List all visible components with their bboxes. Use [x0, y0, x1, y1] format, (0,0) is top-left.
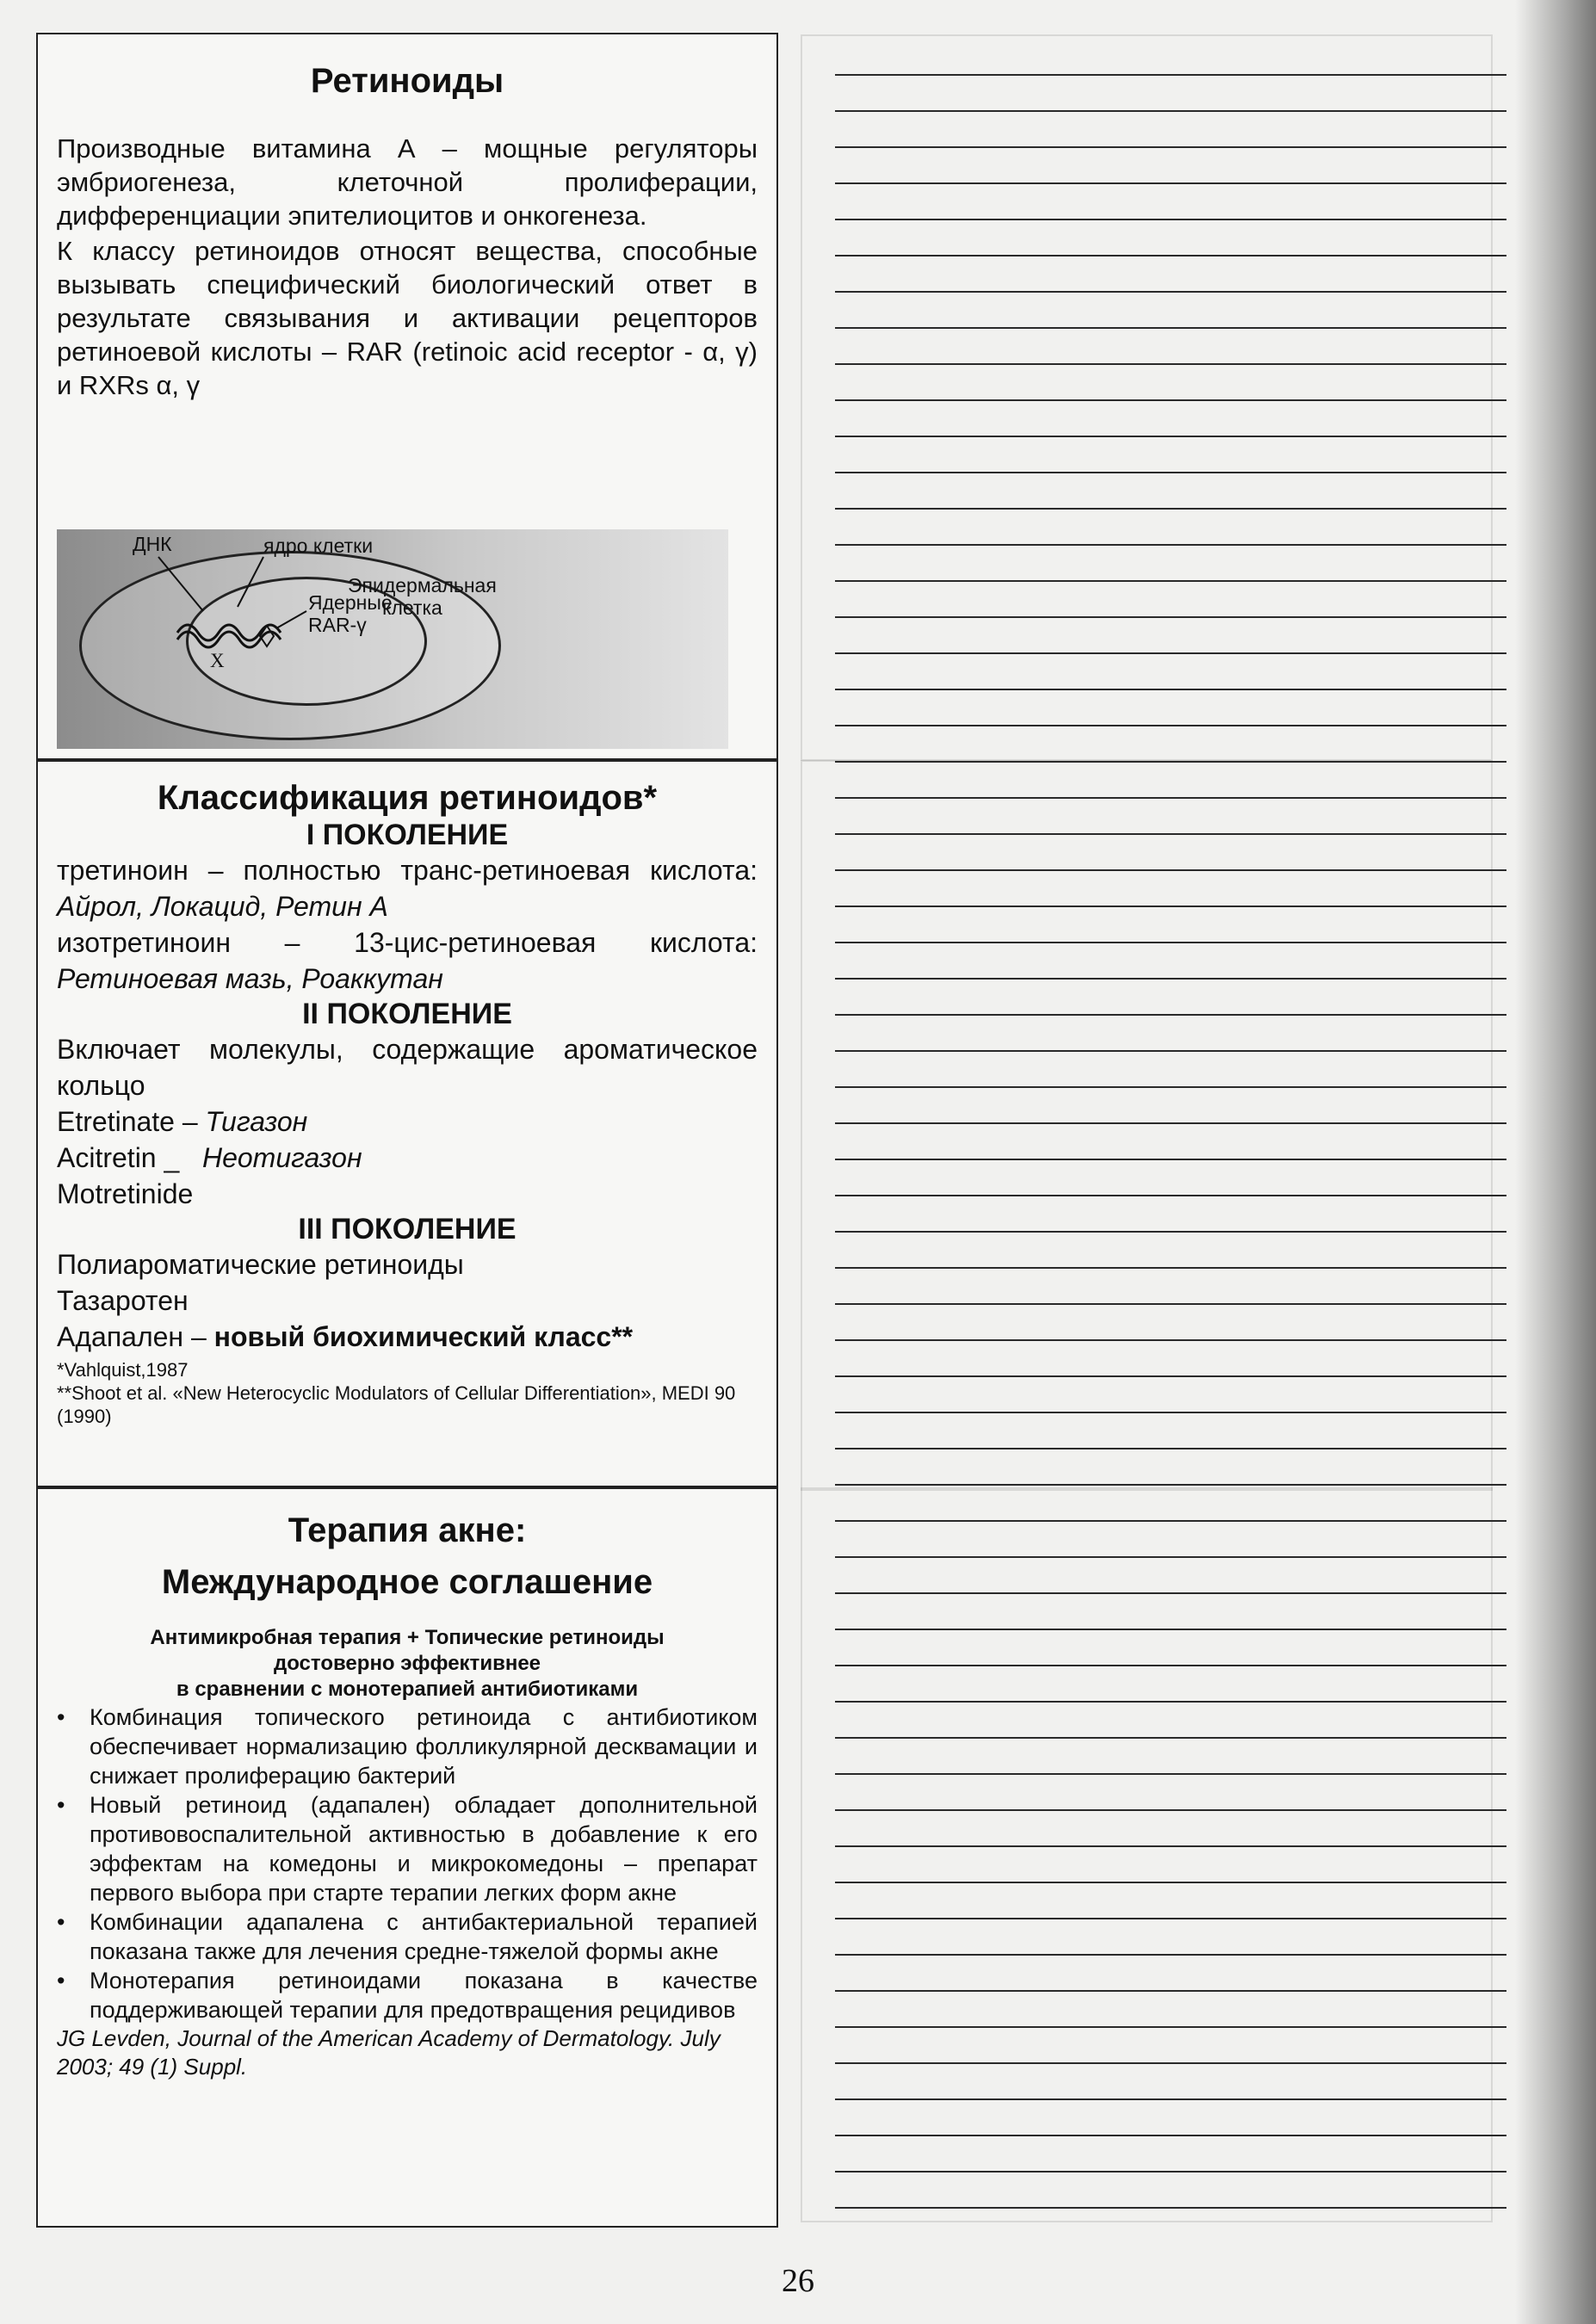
note-line — [835, 1556, 1506, 1558]
slide-therapy-consensus — [36, 1487, 778, 2228]
note-line — [835, 74, 1506, 76]
slide-retinoids — [36, 33, 778, 760]
footnote: *Vahlquist,1987 — [57, 1359, 189, 1381]
bullet-icon: • — [57, 1968, 65, 1993]
drug-item: Тазаротен — [57, 1285, 189, 1316]
note-line — [835, 652, 1506, 654]
citation: JG Levden, Journal of the American Academy of Dermatology. July 2003; 49 (1) Suppl. — [57, 2025, 721, 2080]
note-line — [835, 399, 1506, 401]
note-line — [835, 146, 1506, 148]
note-line — [835, 1231, 1506, 1233]
drug-item: Адапален – новый биохимический класс** — [57, 1321, 634, 1352]
note-line — [835, 508, 1506, 510]
note-line — [835, 1592, 1506, 1594]
note-line — [835, 363, 1506, 365]
note-line — [835, 2062, 1506, 2064]
note-line — [835, 472, 1506, 473]
key-statement: достоверно эффективнее — [273, 1652, 541, 1675]
note-line — [835, 1990, 1506, 1992]
note-line — [835, 580, 1506, 582]
note-line — [835, 1303, 1506, 1305]
slide-classification — [36, 760, 778, 1487]
note-line — [835, 689, 1506, 690]
slide-title: Ретиноиды — [310, 62, 504, 100]
note-line — [835, 1773, 1506, 1775]
note-line — [835, 797, 1506, 799]
slide-subtitle: Международное соглашение — [161, 1563, 653, 1601]
note-line — [835, 1339, 1506, 1341]
note-line — [835, 1484, 1506, 1486]
slide-title: Классификация ретиноидов* — [157, 779, 658, 817]
generation-heading: III ПОКОЛЕНИЕ — [298, 1213, 517, 1245]
label-dna: ДНК — [133, 533, 172, 555]
drug-item: Acitretin _ Неотигазон — [57, 1142, 362, 1173]
scan-edge-shadow — [1515, 0, 1596, 2324]
bullet-icon: • — [57, 1792, 65, 1818]
bullet-icon: • — [57, 1704, 65, 1730]
note-line — [835, 2135, 1506, 2136]
note-line — [835, 110, 1506, 112]
list-item: • Комбинации адапалена с антибактериальной терапией показана также для лечения средне-тяжелой формы акне — [57, 1909, 758, 1964]
bullet-icon: • — [57, 1909, 65, 1935]
bullet-list — [38, 1703, 776, 2024]
note-line — [835, 725, 1506, 726]
note-line — [835, 1412, 1506, 1413]
label-cell-2: клетка — [382, 596, 442, 619]
list-item: • Монотерапия ретиноидами показана в качестве поддерживающей терапии для предотвращения рецидивов — [57, 1968, 758, 2023]
page-number: 26 — [782, 2263, 814, 2299]
note-line — [835, 1267, 1506, 1269]
note-line — [835, 1050, 1506, 1052]
note-line — [835, 1809, 1506, 1811]
note-line — [835, 1086, 1506, 1088]
brand-names: Ретиноевая мазь, Роаккутан — [57, 963, 443, 994]
note-line — [835, 869, 1506, 871]
note-line — [835, 2026, 1506, 2028]
note-line — [835, 1737, 1506, 1739]
note-line — [835, 2098, 1506, 2100]
label-nucleus: ядро клетки — [263, 535, 374, 557]
label-receptor-type: RAR-γ — [308, 614, 367, 636]
note-line — [835, 255, 1506, 257]
note-line — [835, 905, 1506, 907]
list-item: • Новый ретиноид (адапален) обладает дополнительной противовоспалительной активностью в добавление к его эффектам на комедоны и микрокомедоны – препарат первого выбора при старте терапии легких форм акне — [57, 1792, 758, 1906]
note-line — [835, 327, 1506, 329]
note-line — [835, 1845, 1506, 1847]
note-line — [835, 1954, 1506, 1956]
paragraph: Производные витамина А – мощные регуляторы эмбриогенеза, клеточной пролиферации, дифференциации эпителиоцитов и онкогенеза. — [57, 133, 758, 231]
brand-names: Айрол, Локацид, Ретин А — [57, 891, 388, 922]
paragraph: К классу ретиноидов относят вещества, способные вызывать специфический биологический ответ в результате связывания и активации рецепторов ретиноевой кислоты – RAR (retinoic acid receptor - α, γ) и RXRs α, γ — [57, 236, 758, 400]
note-line — [835, 1918, 1506, 1919]
note-line — [835, 219, 1506, 220]
note-line — [835, 436, 1506, 437]
note-line — [835, 942, 1506, 943]
label-cell: Эпидермальная — [348, 574, 497, 596]
note-line — [835, 291, 1506, 293]
generation-heading: I ПОКОЛЕНИЕ — [306, 819, 509, 851]
note-line — [835, 1701, 1506, 1703]
note-line — [835, 544, 1506, 546]
note-line — [835, 1520, 1506, 1522]
note-line — [835, 1882, 1506, 1883]
note-line — [835, 1122, 1506, 1124]
note-line — [835, 616, 1506, 618]
generation-description: Включает молекулы, содержащие ароматическое кольцо — [57, 1034, 758, 1101]
note-line — [835, 1375, 1506, 1377]
note-line — [835, 1014, 1506, 1016]
label-x: X — [210, 650, 225, 671]
footnote: **Shoot et al. «New Heterocyclic Modulators of Cellular Differentiation», MEDI 90 (1990) — [57, 1382, 736, 1427]
generation-item: изотретиноин – 13-цис-ретиноевая кислота: Ретиноевая мазь, Роаккутан — [57, 927, 758, 994]
key-statement: Антимикробная терапия + Топические ретиноиды — [150, 1626, 665, 1649]
drug-item: Etretinate – Тигазон — [57, 1106, 308, 1137]
note-line — [835, 833, 1506, 835]
note-line — [835, 182, 1506, 184]
label-receptor: Ядерные — [308, 591, 393, 614]
drug-item: Полиароматические ретиноиды — [57, 1249, 464, 1280]
note-line — [835, 2207, 1506, 2209]
dna-helix-icon — [57, 529, 728, 749]
key-statement: в сравнении с монотерапией антибиотиками — [176, 1678, 639, 1701]
drug-item: Motretinide — [57, 1178, 194, 1209]
note-line — [835, 1195, 1506, 1196]
note-line — [835, 978, 1506, 980]
generation-heading: II ПОКОЛЕНИЕ — [302, 998, 512, 1030]
list-item: • Комбинация топического ретиноида с антибиотиком обеспечивает нормализацию фолликулярной десквамации и снижает пролиферацию бактерий — [57, 1704, 758, 1789]
note-line — [835, 1665, 1506, 1666]
slide-title: Терапия акне: — [288, 1511, 527, 1549]
note-line — [835, 761, 1506, 763]
generation-item: третиноин – полностью транс-ретиноевая кислота: Айрол, Локацид, Ретин А — [57, 855, 758, 922]
note-line — [835, 1448, 1506, 1449]
note-line — [835, 2171, 1506, 2173]
receptor-diagram — [57, 529, 728, 749]
notes-column — [801, 33, 1500, 2236]
note-line — [835, 1629, 1506, 1630]
note-line — [835, 1159, 1506, 1160]
bleed-through-frame — [801, 1487, 1493, 2222]
